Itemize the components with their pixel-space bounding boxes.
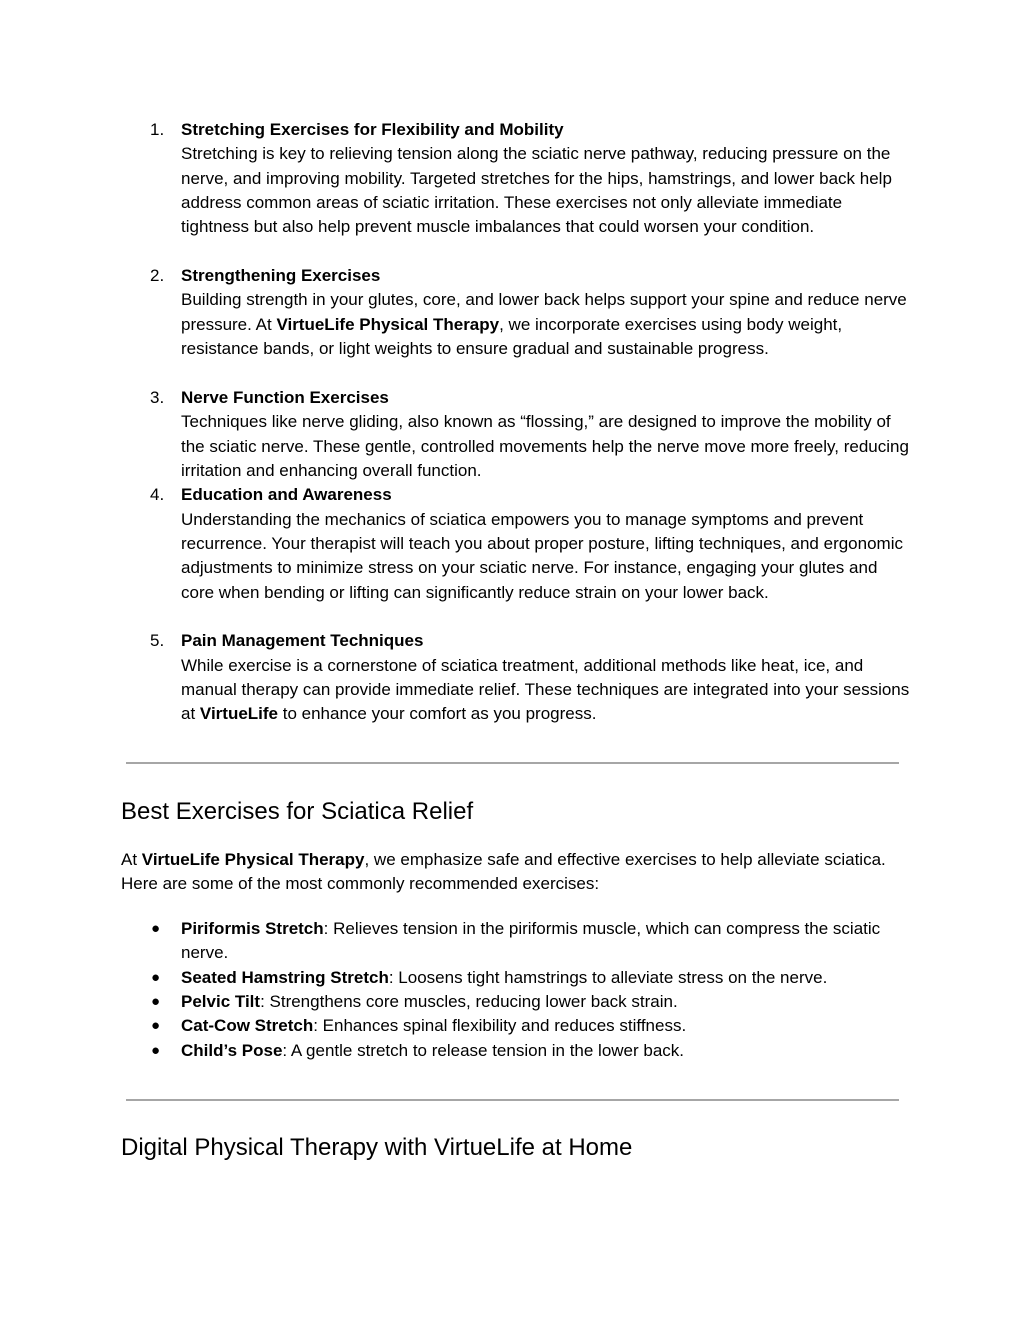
exercise-description: : Enhances spinal flexibility and reduces stiffness. — [313, 1016, 687, 1036]
bullet-icon: ● — [151, 1017, 161, 1035]
body-text: While exercise is a cornerstone of sciatica treatment, additional methods like heat, ice, and manual therapy can provide immediate relief. These techniques are integrated into your sessions at — [181, 655, 910, 724]
body-text: , we incorporate exercises using body weight, resistance bands, or light weights to ensure gradual and sustainable progress. — [181, 314, 843, 359]
exercise-description: : Relieves tension in the piriformis muscle, which can compress the sciatic nerve. — [181, 919, 881, 963]
list-item-body — [181, 288, 911, 361]
list-number: 5. — [150, 631, 165, 651]
bullet-text — [181, 1039, 901, 1063]
intro-brand: VirtueLife Physical Therapy — [141, 850, 365, 869]
intro-suffix: , we emphasize safe and effective exercises to help alleviate sciatica. Here are some of the most commonly recommended exercises: — [121, 850, 886, 894]
list-item-title: Strengthening Exercises — [181, 266, 381, 286]
exercise-name: Seated Hamstring Stretch — [181, 967, 389, 987]
exercise-name: Pelvic Tilt — [181, 992, 261, 1012]
list-number: 4. — [150, 485, 165, 505]
list-item-body — [181, 142, 911, 239]
exercise-name: Cat-Cow Stretch — [181, 1016, 314, 1036]
list-item-title: Education and Awareness — [181, 485, 392, 505]
horizontal-rule — [126, 1099, 899, 1101]
list-number: 3. — [150, 387, 165, 407]
exercise-description: : Strengthens core muscles, reducing lower back strain. — [260, 992, 678, 1012]
section-heading-digital: Digital Physical Therapy with VirtueLife at Home — [121, 1134, 633, 1161]
bullet-text — [181, 917, 901, 966]
body-text: Stretching is key to relieving tension along the sciatic nerve pathway, reducing pressure on the nerve, and improving mobility. Targeted stretches for the hips, hamstrings, and lower back help address common areas of sciatic irritation. These exercises not only alleviate immediate tightness but also help prevent muscle imbalances that could worsen your condition. — [181, 144, 892, 237]
body-text: to enhance your comfort as you progress. — [278, 704, 597, 724]
body-text: Building strength in your glutes, core, and lower back helps support your spine and reduce nerve pressure. At — [181, 290, 907, 334]
exercise-description: : Loosens tight hamstrings to alleviate stress on the nerve. — [388, 967, 828, 987]
brand-name: VirtueLife — [199, 704, 278, 724]
list-item-body — [181, 410, 911, 483]
list-item-body — [181, 508, 911, 605]
body-text: Understanding the mechanics of sciatica empowers you to manage symptoms and prevent recurrence. Your therapist will teach you about proper posture, lifting techniques, and ergonomic adjustments to minimize stress on your sciatic nerve. For instance, engaging your glutes and core when bending or lifting can significantly reduce strain on your lower back. — [181, 509, 903, 602]
bullet-text — [181, 1014, 901, 1038]
bullet-icon: ● — [151, 1041, 161, 1059]
section-heading-exercises: Best Exercises for Sciatica Relief — [121, 798, 474, 825]
list-item-body — [181, 654, 911, 727]
bullet-icon: ● — [151, 993, 161, 1011]
exercise-name: Piriformis Stretch — [181, 919, 324, 938]
list-number: 2. — [150, 266, 165, 286]
exercise-name: Child’s Pose — [181, 1040, 283, 1060]
list-item-title: Pain Management Techniques — [181, 631, 424, 651]
bullet-icon: ● — [151, 968, 161, 986]
section-intro — [121, 848, 911, 897]
brand-name: VirtueLife Physical Therapy — [276, 314, 500, 334]
bullet-text — [181, 990, 901, 1014]
list-item-title: Nerve Function Exercises — [181, 387, 389, 407]
intro-prefix: At — [121, 850, 142, 869]
list-number: 1. — [150, 120, 165, 139]
list-item-title: Stretching Exercises for Flexibility and Mobility — [181, 120, 564, 139]
horizontal-rule — [126, 762, 899, 764]
bullet-icon: ● — [151, 920, 161, 937]
bullet-text — [181, 966, 901, 990]
body-text: Techniques like nerve gliding, also known as “flossing,” are designed to improve the mobility of the sciatic nerve. These gentle, controlled movements help the nerve move more freely, reducing irritation and enhancing overall function. — [181, 412, 909, 480]
exercise-description: : A gentle stretch to release tension in the lower back. — [282, 1040, 685, 1060]
